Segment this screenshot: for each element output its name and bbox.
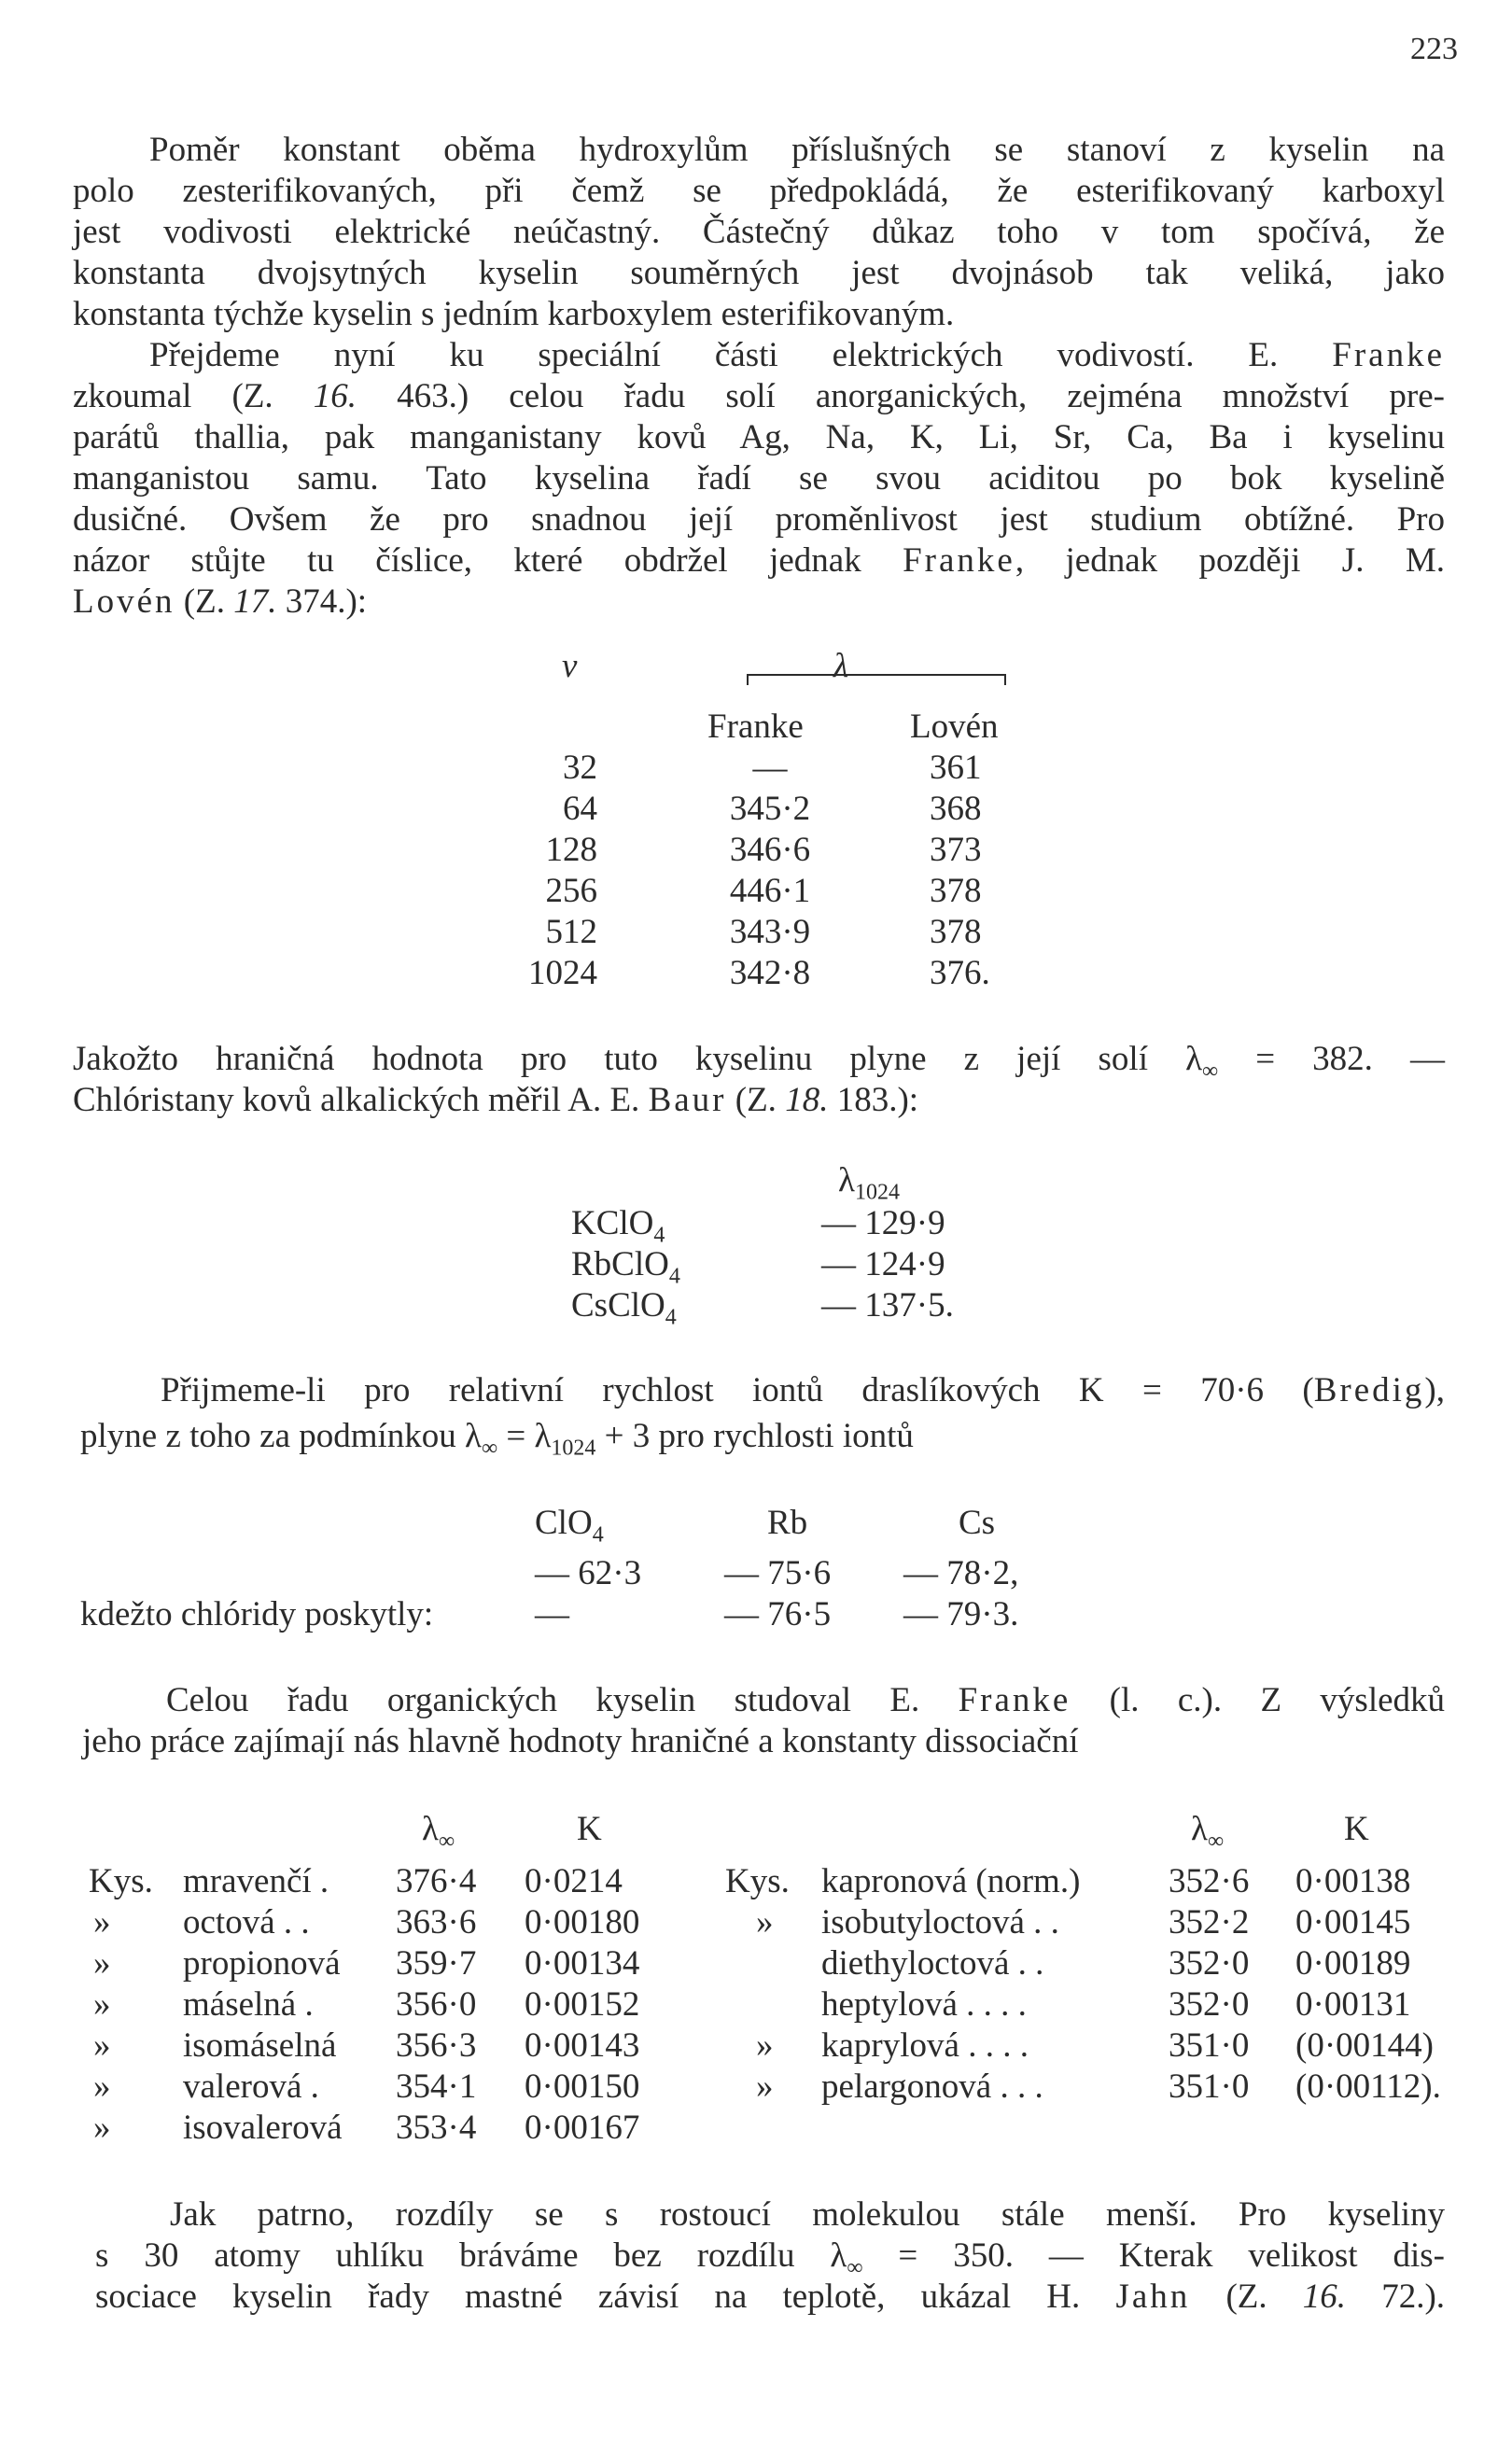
para1-line-4: konstanta dvojsytných kyselin souměrných jest dvojnásob tak veliká, jako	[73, 254, 1445, 292]
subscript: ∞	[438, 1829, 455, 1854]
acid-prefix: »	[756, 1903, 774, 1941]
acid-k: 0·00143	[525, 2026, 640, 2065]
subscript: 1024	[551, 1436, 596, 1461]
volume: 16.	[313, 377, 357, 415]
subscript: 4	[665, 1305, 677, 1330]
text: , jednak později J. M.	[1015, 541, 1445, 580]
acid-k: 0·00189	[1295, 1944, 1411, 1983]
acid-k: 0·00152	[525, 1985, 640, 2024]
subscript: 4	[653, 1223, 665, 1248]
acid-name	[821, 2067, 1043, 2108]
author-name: Franke	[1332, 336, 1445, 374]
clo4-value: — 62·3	[535, 1554, 642, 1592]
para3-line-1	[73, 1039, 1446, 1084]
acid-k: (0·00112).	[1295, 2068, 1441, 2106]
acid-prefix: Kys.	[725, 1862, 790, 1900]
text: mravenčí	[183, 1862, 312, 1900]
acid-name	[821, 1943, 1043, 1984]
dots: . .	[1017, 1944, 1044, 1983]
acid-prefix: »	[93, 2026, 111, 2065]
author-name: Bredig	[1313, 1371, 1425, 1409]
text: pelargonová	[821, 2068, 992, 2106]
dots: .	[304, 1985, 314, 2024]
para2-line-3: parátů thallia, pak manganistany kovů Ag, Na, K, Li, Sr, Ca, Ba i kyselinu	[73, 418, 1445, 456]
acid-lambda: 351·0	[1169, 2068, 1250, 2106]
v-value: 128	[545, 831, 597, 869]
salt-value: — 129·9	[821, 1204, 945, 1242]
text: máselná	[183, 1985, 297, 2024]
acid-lambda: 354·1	[396, 2068, 477, 2106]
acid-name	[183, 1984, 314, 2025]
symbol: λ	[422, 1810, 439, 1848]
acid-name	[183, 1902, 310, 1943]
dots: .	[319, 1862, 329, 1900]
acid-prefix: »	[756, 2026, 774, 2065]
acid-lambda: 356·0	[396, 1985, 477, 2024]
acid-lambda: 352·0	[1169, 1944, 1250, 1983]
text: diethyloctová	[821, 1944, 1010, 1983]
lambda-1024-header	[838, 1160, 900, 1205]
para2-line-2	[73, 376, 1445, 417]
acid-name	[183, 1861, 329, 1902]
acid-k: (0·00144)	[1295, 2026, 1434, 2065]
right-header-lambda	[1191, 1809, 1225, 1854]
acid-prefix: »	[93, 1985, 111, 2024]
author-name: Franke	[958, 1681, 1071, 1719]
text: názor stůjte tu číslice, které obdržel jednak	[73, 541, 861, 580]
text: Přejdeme nyní ku speciální části elektrických vodivostí. E.	[149, 336, 1279, 374]
symbol: λ	[1191, 1810, 1208, 1848]
text: 183.):	[836, 1081, 919, 1119]
acid-prefix: »	[93, 2068, 111, 2106]
text: = 382. —	[1218, 1040, 1446, 1078]
text: (Z.	[1225, 2278, 1267, 2316]
acid-lambda: 363·6	[396, 1903, 477, 1941]
author-name: Baur	[648, 1081, 727, 1119]
acid-k: 0·00180	[525, 1903, 640, 1941]
text: zkoumal (Z.	[73, 377, 273, 415]
acid-prefix: Kys.	[89, 1862, 153, 1900]
subscript: ∞	[1207, 1829, 1225, 1854]
header-brace	[747, 674, 1006, 676]
acid-k: 0·00131	[1295, 1985, 1411, 2024]
acid-lambda: 356·3	[396, 2026, 477, 2065]
symbol: λ	[838, 1161, 855, 1199]
salt-value: — 124·9	[821, 1245, 945, 1283]
acid-k: 0·00145	[1295, 1903, 1411, 1941]
text: (l. c.). Z výsledků	[1109, 1681, 1446, 1719]
col-header-lambda: λ	[833, 647, 849, 685]
subscript: 4	[592, 1522, 604, 1548]
right-header-k: K	[1344, 1810, 1369, 1848]
header-rb: Rb	[767, 1504, 808, 1542]
subscript: 4	[668, 1264, 680, 1289]
para6-line-3	[95, 2277, 1445, 2318]
text: (Z.	[735, 1081, 777, 1119]
acid-name	[183, 2067, 319, 2108]
chlorides-label: kdežto chlóridy poskytly:	[80, 1595, 434, 1633]
text: CsClO	[571, 1286, 665, 1325]
acid-name	[821, 1902, 1059, 1943]
para2-line-5: dusičné. Ovšem že pro snadnou její proměnlivost jest studium obtížné. Pro	[73, 500, 1445, 539]
text: 374.):	[285, 582, 368, 621]
text: ClO	[535, 1504, 593, 1542]
volume: 18.	[785, 1081, 829, 1119]
para4-line-2	[80, 1416, 1452, 1461]
text: isovalerová	[183, 2109, 343, 2147]
text: + 3 pro rychlosti iontů	[595, 1417, 914, 1455]
franke-value: 345·2	[729, 790, 811, 828]
text: = 350. — Kterak velikost dis-	[862, 2236, 1445, 2275]
text: 463.) celou řadu solí anorganických, zejména množství pre-	[397, 377, 1445, 415]
text: 72.).	[1381, 2278, 1446, 2316]
acid-name	[183, 1943, 341, 1984]
salt-formula	[571, 1203, 665, 1248]
text: Přijmeme-li pro relativní rychlost iontů draslíkových K = 70·6 (	[161, 1371, 1314, 1409]
franke-value: 346·6	[729, 831, 811, 869]
acid-k: 0·00150	[525, 2068, 640, 2106]
para2-line-4: manganistou samu. Tato kyselina řadí se svou aciditou po bok kyselině	[73, 459, 1445, 498]
volume: 16.	[1302, 2278, 1347, 2316]
franke-value: 446·1	[729, 872, 811, 910]
acid-k: 0·00138	[1295, 1862, 1411, 1900]
subscript: 1024	[854, 1180, 900, 1205]
para5-line-1	[166, 1680, 1445, 1721]
rb-value: — 75·6	[724, 1554, 832, 1592]
acid-lambda: 352·6	[1169, 1862, 1250, 1900]
para2-line-1	[149, 335, 1445, 376]
dots: . . .	[1000, 2068, 1043, 2106]
v-value: 256	[545, 872, 597, 910]
salt-formula	[571, 1244, 680, 1289]
subscript: ∞	[847, 2255, 863, 2280]
text: (Z.	[183, 582, 225, 621]
text: Celou řadu organických kyselin studoval E.	[166, 1681, 920, 1719]
franke-value: —	[752, 749, 788, 787]
col-header-v: v	[562, 647, 578, 685]
acid-name	[821, 1984, 1027, 2025]
text: propionová	[183, 1944, 341, 1983]
dots: . .	[283, 1903, 310, 1941]
author-name: Franke	[903, 541, 1015, 580]
page-number: 223	[1410, 32, 1458, 66]
para1-line-1: Poměr konstant oběma hydroxylům příslušných se stanoví z kyselin na	[149, 131, 1445, 169]
sub-header-loven: Lovén	[910, 708, 999, 746]
salt-formula	[571, 1285, 677, 1330]
acid-name	[183, 2025, 336, 2067]
text: s 30 atomy uhlíku bráváme bez rozdílu λ	[95, 2236, 847, 2275]
acid-lambda: 352·0	[1169, 1985, 1250, 2024]
v-value: 512	[545, 913, 597, 951]
acid-name	[821, 1861, 1080, 1902]
text: kapronová (norm.)	[821, 1862, 1081, 1900]
volume: 17.	[233, 582, 277, 621]
text: valerová	[183, 2068, 302, 2106]
loven-value: 368	[930, 790, 982, 828]
text: = λ	[497, 1417, 552, 1455]
dots: .	[310, 2068, 319, 2106]
cs-value: — 79·3.	[903, 1595, 1019, 1633]
text: isomáselná	[183, 2026, 337, 2065]
loven-value: 376.	[930, 954, 990, 992]
loven-value: 378	[930, 872, 982, 910]
para1-line-3: jest vodivosti elektrické neúčastný. Částečný důkaz toho v tom spočívá, že	[73, 213, 1445, 251]
rb-value: — 76·5	[724, 1595, 832, 1633]
dots: . .	[1033, 1903, 1059, 1941]
dots: . . . .	[968, 2026, 1029, 2065]
text: KClO	[571, 1204, 654, 1242]
para6-line-1: Jak patrno, rozdíly se s rostoucí molekulou stále menší. Pro kyseliny	[170, 2195, 1445, 2234]
salt-value: — 137·5.	[821, 1286, 954, 1325]
sub-header-franke: Franke	[707, 708, 804, 746]
para2-line-6	[73, 540, 1445, 582]
author-name: Jahn	[1115, 2278, 1191, 2316]
cs-value: — 78·2,	[903, 1554, 1019, 1592]
para1-line-2: polo zesterifikovaných, při čemž se předpokládá, že esterifikovaný karboxyl	[73, 172, 1445, 210]
header-clo4	[535, 1503, 604, 1548]
loven-value: 373	[930, 831, 982, 869]
para5-line-2: jeho práce zajímají nás hlavně hodnoty hraničné a konstanty dissociační	[82, 1722, 1079, 1760]
text: plyne z toho za podmínkou λ	[80, 1417, 482, 1455]
v-value: 1024	[528, 954, 597, 992]
para1-line-5: konstanta týchže kyselin s jedním karboxylem esterifikovaným.	[73, 295, 955, 333]
acid-lambda: 376·4	[396, 1862, 477, 1900]
acid-prefix: »	[93, 2109, 111, 2147]
left-header-lambda	[422, 1809, 455, 1854]
acid-prefix: »	[93, 1903, 111, 1941]
v-value: 64	[563, 790, 597, 828]
acid-lambda: 352·2	[1169, 1903, 1250, 1941]
acid-k: 0·00134	[525, 1944, 640, 1983]
loven-value: 361	[930, 749, 982, 787]
acid-lambda: 351·0	[1169, 2026, 1250, 2065]
text: Jakožto hraničná hodnota pro tuto kyselinu plyne z její solí λ	[73, 1040, 1203, 1078]
subscript: ∞	[482, 1436, 498, 1461]
author-name: Lovén	[73, 582, 175, 621]
dots: . . . .	[966, 1985, 1027, 2024]
text: octová	[183, 1903, 275, 1941]
left-header-k: K	[577, 1810, 602, 1848]
text: kaprylová	[821, 2026, 959, 2065]
text: ),	[1424, 1371, 1445, 1409]
acid-name	[183, 2108, 343, 2149]
para3-line-2	[73, 1080, 1445, 1121]
loven-value: 378	[930, 913, 982, 951]
acid-name	[821, 2025, 1029, 2067]
text: isobutyloctová	[821, 1903, 1025, 1941]
acid-prefix: »	[93, 1944, 111, 1983]
v-value: 32	[563, 749, 597, 787]
para4-line-1	[161, 1370, 1445, 1411]
franke-value: 343·9	[729, 913, 811, 951]
acid-prefix: »	[756, 2068, 774, 2106]
subscript: ∞	[1202, 1058, 1219, 1084]
para6-line-2	[95, 2236, 1445, 2280]
franke-value: 342·8	[729, 954, 811, 992]
acid-lambda: 359·7	[396, 1944, 477, 1983]
acid-k: 0·0214	[525, 1862, 623, 1900]
text: sociace kyselin řady mastné závisí na teplotě, ukázal H.	[95, 2278, 1081, 2316]
acid-lambda: 353·4	[396, 2109, 477, 2147]
text: heptylová	[821, 1985, 958, 2024]
header-cs: Cs	[959, 1504, 996, 1542]
text: RbClO	[571, 1245, 669, 1283]
para2-line-7	[73, 582, 1445, 623]
acid-k: 0·00167	[525, 2109, 640, 2147]
clo4-value: —	[535, 1595, 569, 1633]
text: Chlóristany kovů alkalických měřil A. E.	[73, 1081, 640, 1119]
